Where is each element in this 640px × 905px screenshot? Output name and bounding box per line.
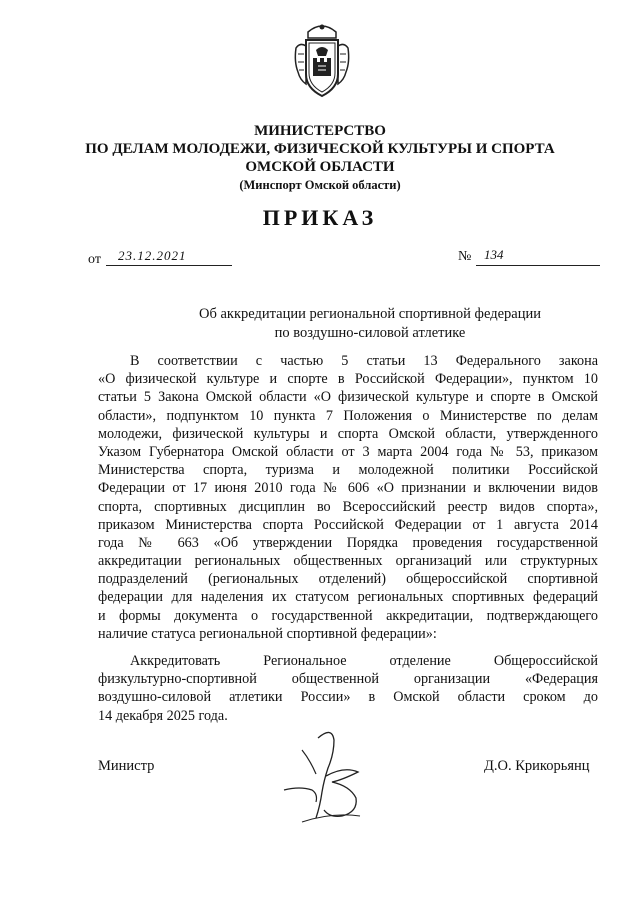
ministry-name-line-3: ОМСКОЙ ОБЛАСТИ xyxy=(245,159,395,175)
subject-line-1: Об аккредитации региональной спортивной федерации xyxy=(199,306,541,322)
handwritten-signature xyxy=(272,720,392,840)
preamble-line: наличие статуса региональной спортивной федерации»: xyxy=(98,625,437,642)
ministry-name-line-1: МИНИСТЕРСТВО xyxy=(254,123,386,139)
preamble-line: подразделений (региональных отделений) общероссийской спортивной xyxy=(98,571,598,588)
order-line: 14 декабря 2025 года. xyxy=(98,707,228,724)
preamble-line: Указом Губернатора Омской области от 3 марта 2004 года № 53, приказом xyxy=(98,443,598,460)
preamble-line: Федерации от 17 июня 2010 года № 606 «О признании и включении видов xyxy=(98,480,598,497)
order-paragraph xyxy=(98,652,598,725)
preamble-paragraph xyxy=(98,352,598,643)
preamble-line: Министерства спорта, туризма и молодежной политики Российской xyxy=(98,462,598,479)
preamble-line: аккредитации региональных общественных организаций или структурных xyxy=(98,553,598,570)
preamble-line: статьи 5 Закона Омской области «О физической культуре и спорте в Омской xyxy=(98,389,598,406)
date-label: от xyxy=(88,252,101,267)
number-underline xyxy=(476,265,600,266)
ministry-name-line-2: ПО ДЕЛАМ МОЛОДЕЖИ, ФИЗИЧЕСКОЙ КУЛЬТУРЫ И СПОРТА xyxy=(85,141,555,157)
order-line: Аккредитовать Региональное отделение Общероссийской xyxy=(130,653,598,669)
preamble-line: года № 663 «Об утверждении Порядка проведения государственной xyxy=(98,534,598,551)
order-line: физкультурно-спортивной общественной организации «Федерация xyxy=(98,671,598,688)
ministry-short-name: (Минспорт Омской области) xyxy=(239,178,401,192)
preamble-line: федерации для наделения их статусом региональных спортивных федераций xyxy=(98,589,598,606)
number-label: № xyxy=(458,249,472,264)
order-line: воздушно-силовой атлетики России» в Омской области сроком до xyxy=(98,689,598,706)
number-value: 134 xyxy=(484,247,504,262)
preamble-line: и формы документа о государственной аккредитации, подтверждающего xyxy=(98,607,598,624)
signatory-position: Министр xyxy=(98,758,155,774)
date-value: 23.12.2021 xyxy=(118,248,187,263)
document-type-title: ПРИКАЗ xyxy=(262,205,378,230)
date-underline xyxy=(106,265,232,266)
coat-of-arms-icon xyxy=(292,18,352,100)
preamble-line: «О физической культуре и спорте в Российской Федерации», пунктом 10 xyxy=(98,371,598,388)
preamble-line: спорта, спортивных дисциплин во Всероссийский реестр видов спорта», xyxy=(98,498,598,515)
preamble-line: приказом Министерства спорта Российской Федерации от 1 августа 2014 xyxy=(98,516,598,533)
preamble-line: области», подпунктом 10 пункта 7 Положения о Министерстве по делам xyxy=(98,407,598,424)
signatory-name: Д.О. Крикорьянц xyxy=(484,758,590,774)
subject-line-2: по воздушно-силовой атлетике xyxy=(274,325,466,341)
preamble-line: молодежи, физической культуры и спорта Омской области, утвержденного xyxy=(98,425,598,442)
preamble-line: В соответствии с частью 5 статьи 13 Федерального закона xyxy=(130,353,598,369)
